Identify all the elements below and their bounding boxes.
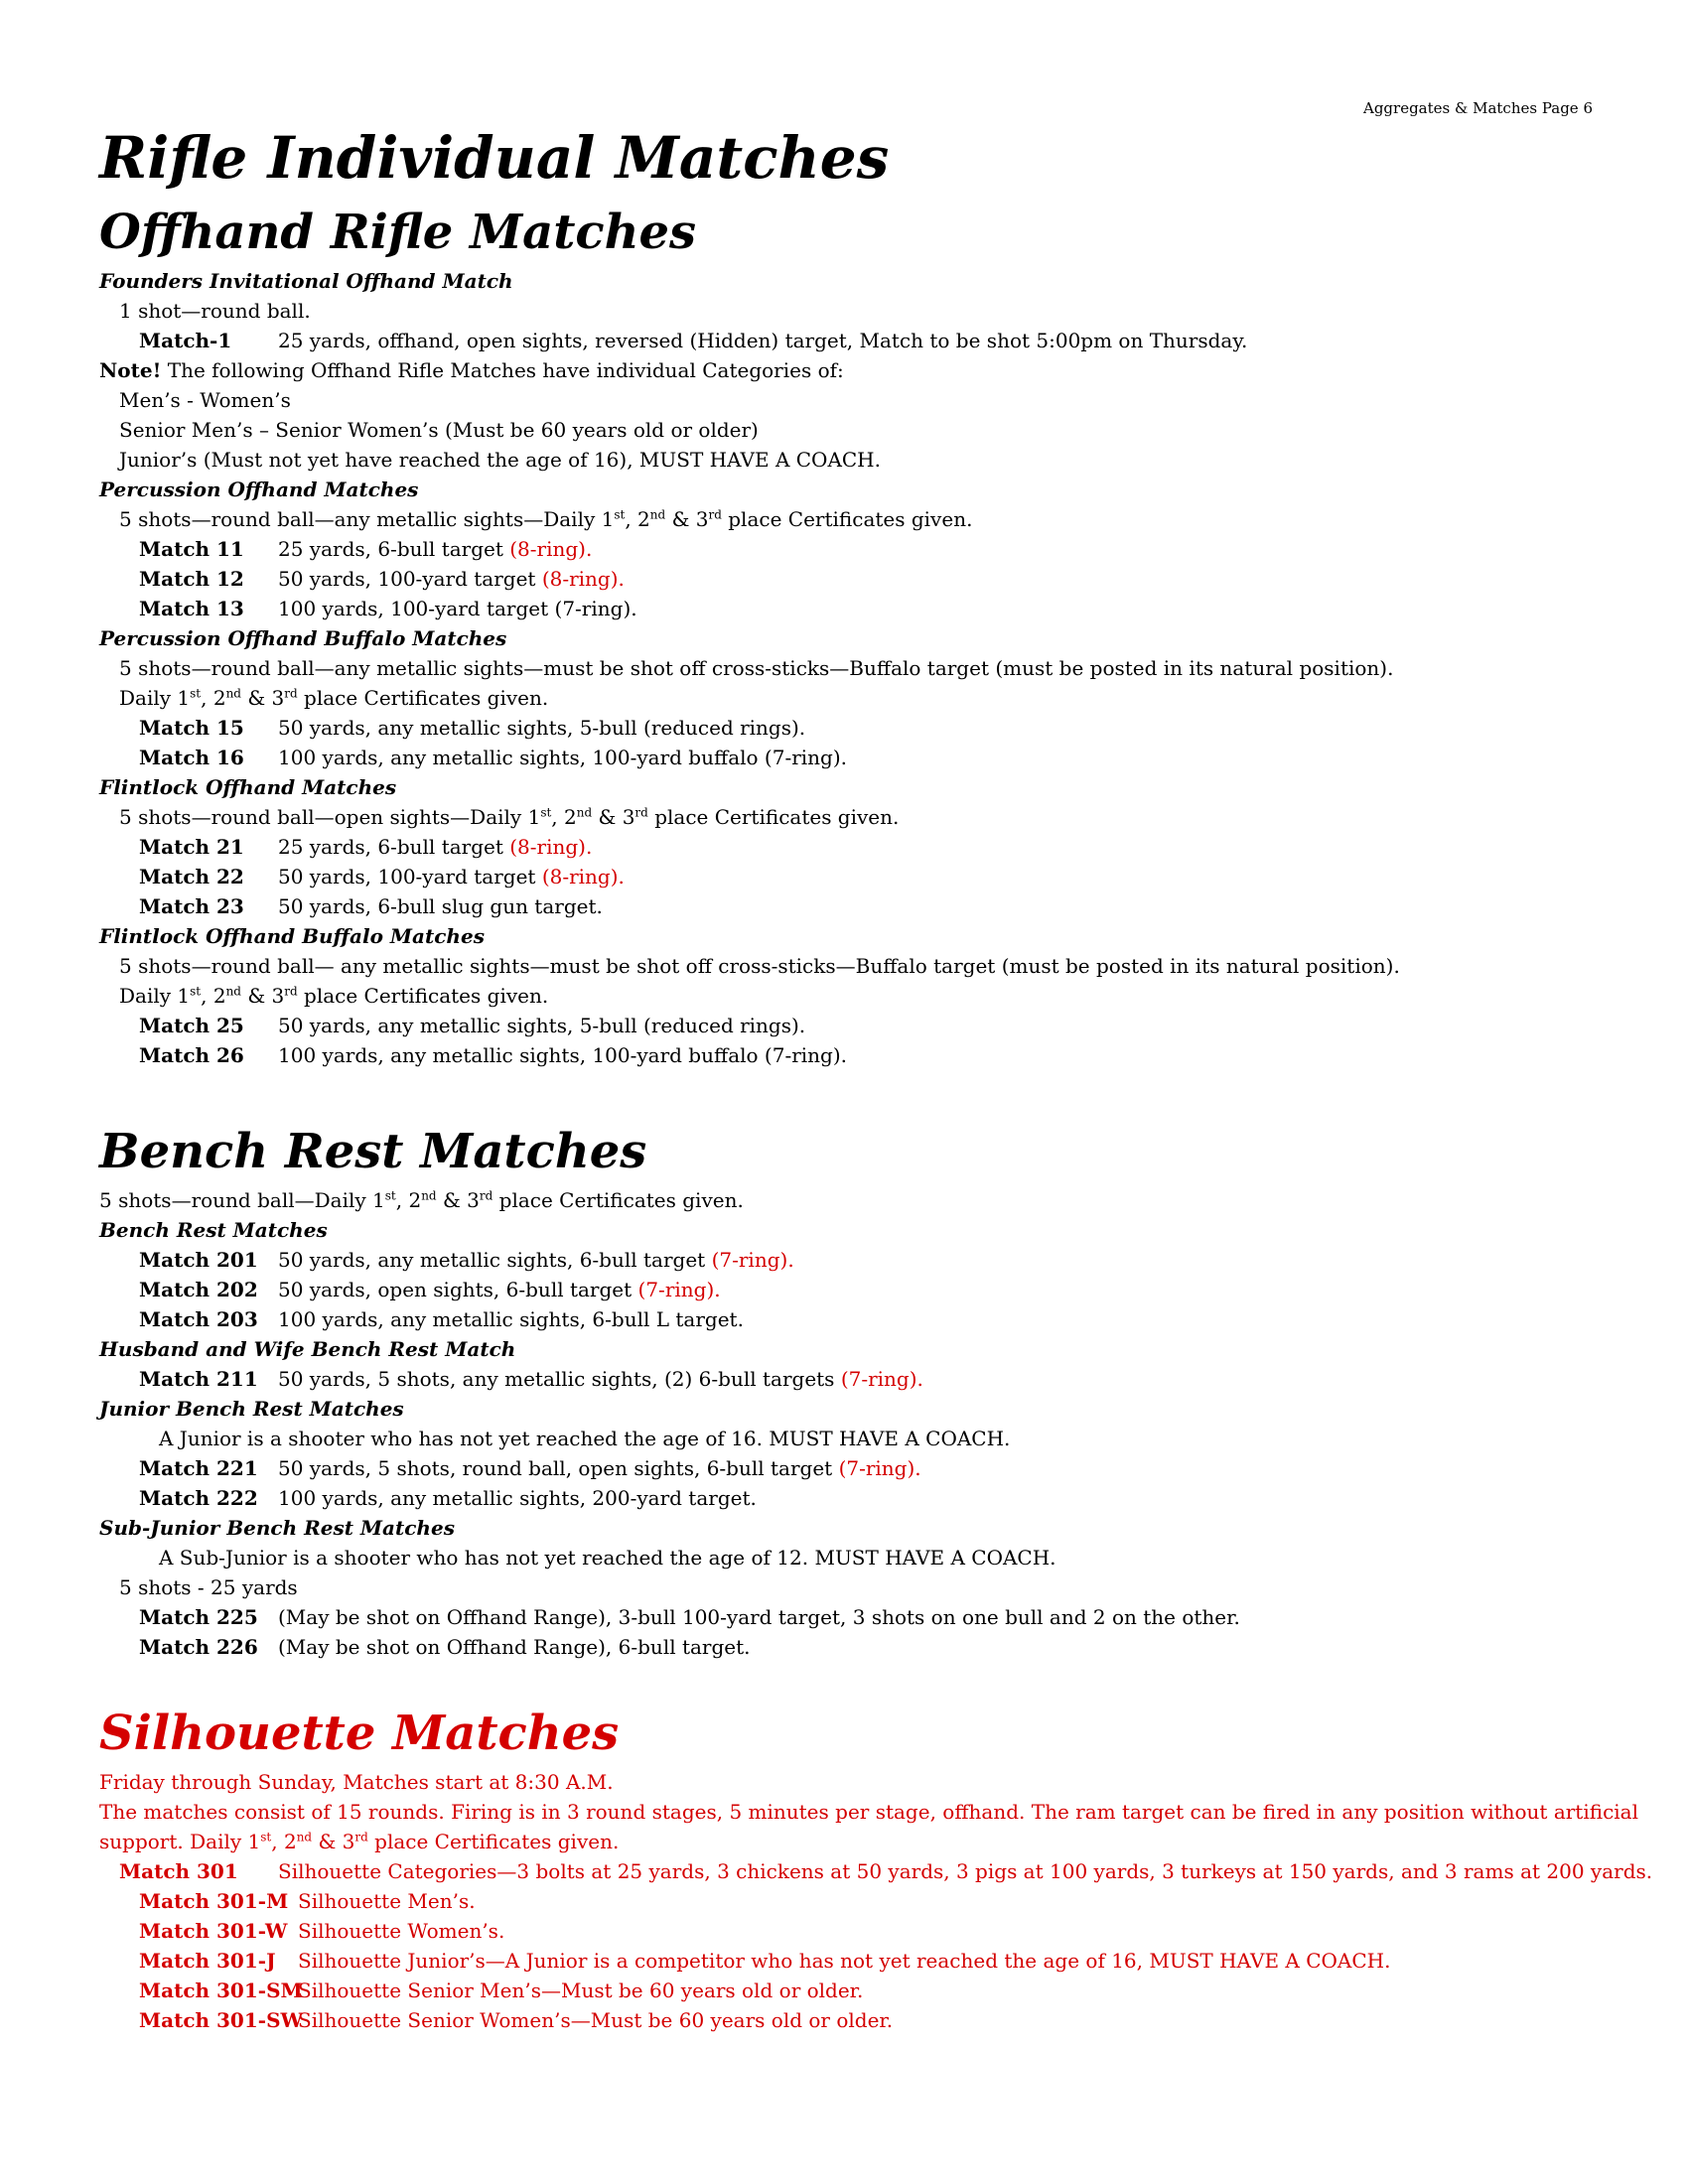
flintlock-buffalo-daily: Daily 1st, 2nd & 3rd place Certificates given.: [119, 984, 549, 1008]
match-description: 50 yards, 5 shots, any metallic sights, (2) 6-bull targets (7-ring).: [278, 1367, 923, 1391]
match-description: 50 yards, 100-yard target (8-ring).: [278, 865, 625, 888]
match-row: [99, 862, 1609, 891]
match-number: Match 13: [139, 597, 244, 620]
match-description: 50 yards, 6-bull slug gun target.: [278, 894, 603, 918]
sub-junior-shots: 5 shots - 25 yards: [119, 1575, 298, 1599]
match-description: Silhouette Senior Men’s—Must be 60 years old or older.: [298, 1979, 864, 2002]
match-row: [99, 326, 1609, 355]
match-description: 50 yards, any metallic sights, 6-bull target (7-ring).: [278, 1248, 794, 1272]
match-number: Match 301-J: [139, 1949, 276, 1973]
junior-bench-title: Junior Bench Rest Matches: [99, 1397, 404, 1421]
note-line: [99, 355, 1609, 385]
match-row: [99, 1946, 1609, 1976]
match-row: [99, 1275, 1609, 1304]
match-row: [99, 1304, 1609, 1334]
match-number: Match 221: [139, 1456, 258, 1480]
match-number: Match-1: [139, 329, 232, 352]
note-text: The following Offhand Rifle Matches have individual Categories of:: [161, 358, 844, 382]
match-description: 100 yards, any metallic sights, 100-yard buffalo (7-ring).: [278, 746, 847, 769]
match-row: [99, 1916, 1609, 1946]
match-number: Match 11: [139, 537, 244, 561]
percussion-buffalo-title: Percussion Offhand Buffalo Matches: [99, 626, 507, 650]
match-number: Match 26: [139, 1043, 244, 1067]
match-description: 100 yards, any metallic sights, 200-yard target.: [278, 1486, 757, 1510]
page-header: Aggregates & Matches Page 6: [1362, 99, 1593, 117]
spacer: [99, 1070, 1609, 1118]
match-description: Silhouette Categories—3 bolts at 25 yards, 3 chickens at 50 yards, 3 pigs at 100 yards, 3 turkeys at 150 yards, and 3 rams at 200 yards.: [278, 1859, 1653, 1883]
match-description: Silhouette Men’s.: [298, 1889, 476, 1913]
match-description: 25 yards, 6-bull target (8-ring).: [278, 537, 593, 561]
flintlock-offhand-desc: 5 shots—round ball—open sights—Daily 1st, 2nd & 3rd place Certificates given.: [119, 805, 900, 829]
match-number: Match 202: [139, 1278, 258, 1301]
silhouette-rules: The matches consist of 15 rounds. Firing is in 3 round stages, 5 minutes per stage, offhand. The ram target can be fired in any position without artificial: [99, 1800, 1638, 1824]
match-number: Match 23: [139, 894, 244, 918]
founders-title: Founders Invitational Offhand Match: [99, 269, 513, 293]
match-description: Silhouette Women’s.: [298, 1919, 505, 1943]
match-number: Match 226: [139, 1635, 258, 1659]
note-label: Note!: [99, 358, 162, 382]
match-row: [99, 832, 1609, 862]
match-row: [99, 1453, 1609, 1483]
match-row: [99, 1245, 1609, 1275]
percussion-buffalo-desc: 5 shots—round ball—any metallic sights—must be shot off cross-sticks—Buffalo target (must be posted in its natural position).: [119, 656, 1394, 680]
match-description: 50 yards, any metallic sights, 5-bull (reduced rings).: [278, 716, 806, 740]
category-line: Senior Men’s – Senior Women’s (Must be 60 years old or older): [119, 418, 759, 442]
match-number: Match 201: [139, 1248, 258, 1272]
match-description: 25 yards, 6-bull target (8-ring).: [278, 835, 593, 859]
match-row: [99, 713, 1609, 743]
match-number: Match 301-M: [139, 1889, 289, 1913]
match-row: [99, 2005, 1609, 2035]
match-row: [99, 1364, 1609, 1394]
flintlock-buffalo-title: Flintlock Offhand Buffalo Matches: [99, 924, 485, 948]
match-row: [99, 1976, 1609, 2005]
match-description: (May be shot on Offhand Range), 6-bull target.: [278, 1635, 751, 1659]
match-number: Match 225: [139, 1605, 258, 1629]
match-row: [99, 1856, 1653, 1886]
document-body: [99, 117, 1653, 2035]
bench-heading: Bench Rest Matches: [99, 1124, 647, 1179]
percussion-offhand-title: Percussion Offhand Matches: [99, 478, 419, 501]
match-number: Match 16: [139, 746, 244, 769]
percussion-offhand-desc: 5 shots—round ball—any metallic sights—Daily 1st, 2nd & 3rd place Certificates given.: [119, 507, 973, 531]
match-number: Match 301-SM: [139, 1979, 303, 2002]
match-number: Match 222: [139, 1486, 258, 1510]
match-row: [99, 1483, 1609, 1513]
flintlock-buffalo-desc: 5 shots—round ball— any metallic sights—must be shot off cross-sticks—Buffalo target (must be posted in its natural position).: [119, 954, 1400, 978]
match-row: [99, 1602, 1609, 1632]
offhand-heading: Offhand Rifle Matches: [99, 205, 697, 260]
match-number: Match 211: [139, 1367, 258, 1391]
founders-desc: 1 shot—round ball.: [119, 299, 311, 323]
match-description: 50 yards, 100-yard target (8-ring).: [278, 567, 625, 591]
match-row: [99, 594, 1609, 623]
percussion-buffalo-daily: Daily 1st, 2nd & 3rd place Certificates given.: [119, 686, 549, 710]
match-row: [99, 564, 1609, 594]
spacer: [99, 1662, 1609, 1700]
match-row: [99, 891, 1609, 921]
match-number: Match 21: [139, 835, 244, 859]
match-row: [99, 534, 1609, 564]
match-number: Match 301-SW: [139, 2008, 303, 2032]
husband-wife-title: Husband and Wife Bench Rest Match: [99, 1337, 516, 1361]
match-description: 50 yards, 5 shots, round ball, open sights, 6-bull target (7-ring).: [278, 1456, 921, 1480]
match-description: 100 yards, any metallic sights, 100-yard buffalo (7-ring).: [278, 1043, 847, 1067]
sub-junior-bench-desc: A Sub-Junior is a shooter who has not yet reached the age of 12. MUST HAVE A COACH.: [159, 1546, 1056, 1570]
match-description: (May be shot on Offhand Range), 3-bull 100-yard target, 3 shots on one bull and 2 on the other.: [278, 1605, 1240, 1629]
sub-junior-bench-title: Sub-Junior Bench Rest Matches: [99, 1516, 455, 1540]
bench-desc: 5 shots—round ball—Daily 1st, 2nd & 3rd place Certificates given.: [99, 1188, 744, 1212]
match-number: Match 203: [139, 1307, 258, 1331]
silhouette-section: [99, 1700, 1653, 2035]
match-number: Match 15: [139, 716, 244, 740]
match-number: Match 25: [139, 1014, 244, 1037]
flintlock-offhand-title: Flintlock Offhand Matches: [99, 775, 397, 799]
match-description: 100 yards, any metallic sights, 6-bull L target.: [278, 1307, 744, 1331]
junior-bench-desc: A Junior is a shooter who has not yet reached the age of 16. MUST HAVE A COACH.: [159, 1427, 1011, 1450]
match-number: Match 301: [119, 1859, 238, 1883]
match-row: [99, 1886, 1609, 1916]
match-number: Match 301-W: [139, 1919, 288, 1943]
category-line: Junior’s (Must not yet have reached the age of 16), MUST HAVE A COACH.: [119, 448, 881, 472]
match-description: 25 yards, offhand, open sights, reversed (Hidden) target, Match to be shot 5:00pm on Thursday.: [278, 329, 1248, 352]
match-row: [99, 1011, 1609, 1040]
match-number: Match 12: [139, 567, 244, 591]
category-line: Men’s - Women’s: [119, 388, 291, 412]
match-description: Silhouette Junior’s—A Junior is a competitor who has not yet reached the age of 16, MUST HAVE A COACH.: [298, 1949, 1391, 1973]
silhouette-certificates: support. Daily 1st, 2nd & 3rd place Certificates given.: [99, 1830, 620, 1853]
match-row: [99, 743, 1609, 772]
match-row: [99, 1632, 1609, 1662]
match-description: 100 yards, 100-yard target (7-ring).: [278, 597, 637, 620]
match-number: Match 22: [139, 865, 244, 888]
silhouette-heading: Silhouette Matches: [99, 1706, 620, 1761]
match-description: 50 yards, open sights, 6-bull target (7-ring).: [278, 1278, 721, 1301]
match-description: 50 yards, any metallic sights, 5-bull (reduced rings).: [278, 1014, 806, 1037]
bench-rest-title: Bench Rest Matches: [99, 1218, 328, 1242]
silhouette-schedule: Friday through Sunday, Matches start at 8:30 A.M.: [99, 1770, 614, 1794]
match-description: Silhouette Senior Women’s—Must be 60 years old or older.: [298, 2008, 894, 2032]
match-row: [99, 1040, 1609, 1070]
page-title: Rifle Individual Matches: [99, 124, 890, 192]
